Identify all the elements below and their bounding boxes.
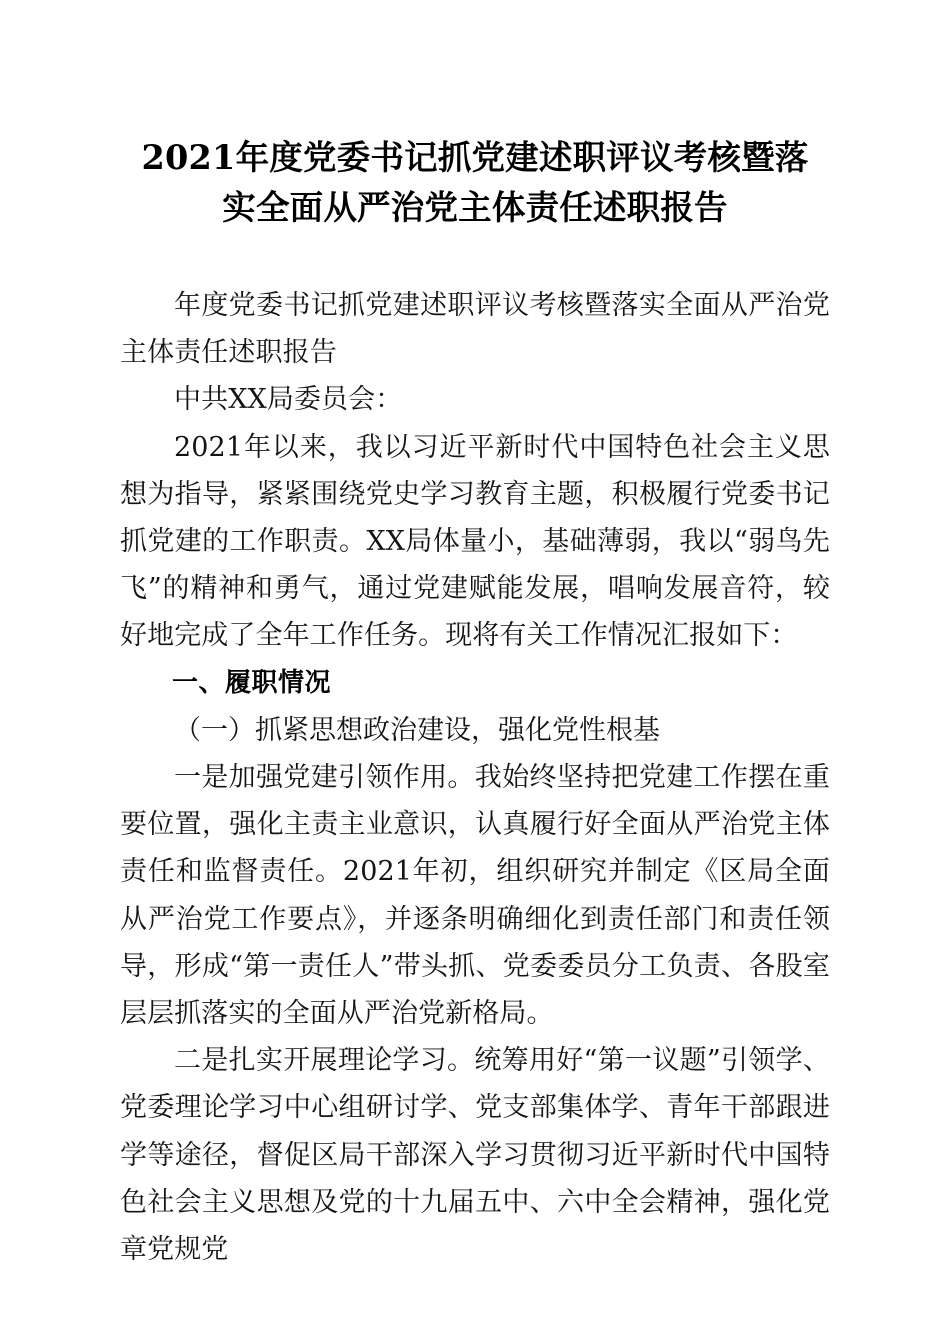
subsection-heading-one-1: （一）抓紧思想政治建设，强化党性根基 <box>174 714 660 746</box>
title-line-2: 实全面从严治党主体责任述职报告 <box>222 188 728 227</box>
document-body <box>120 0 830 1273</box>
title-line-1: 2021年度党委书记抓党建述职评议考核暨落 <box>141 138 809 177</box>
point-two-paragraph: 二是扎实开展理论学习。统筹用好“第一议题”引领学、党委理论学习中心组研讨学、党支部集体学、青年干部跟进学等途径，督促区局干部深入学习贯彻习近平新时代中国特色社会主义思想及党的十九届五中、六中全会精神，强化党章党规党 <box>120 1045 830 1266</box>
subtitle-paragraph: 年度党委书记抓党建述职评议考核暨落实全面从严治党主体责任述职报告 <box>120 290 830 369</box>
opening-paragraph: 2021年以来，我以习近平新时代中国特色社会主义思想为指导，紧紧围绕党史学习教育主题，积极履行党委书记抓党建的工作职责。XX局体量小，基础薄弱，我以“弱鸟先飞”的精神和勇气，通过党建赋能发展，唱响发展音符，较好地完成了全年工作任务。现将有关工作情况汇报如下： <box>120 431 830 652</box>
section-heading-one: 一、履职情况 <box>172 667 332 698</box>
point-one-paragraph: 一是加强党建引领作用。我始终坚持把党建工作摆在重要位置，强化主责主业意识，认真履行好全面从严治党主体责任和监督责任。2021年初，组织研究并制定《区局全面从严治党工作要点》，并逐条明确细化到责任部门和责任领导，形成“第一责任人”带头抓、党委委员分工负责、各股室层层抓落实的全面从严治党新格局。 <box>120 762 830 1030</box>
page-title <box>120 0 830 233</box>
addressee-paragraph: 中共XX局委员会： <box>174 384 403 416</box>
